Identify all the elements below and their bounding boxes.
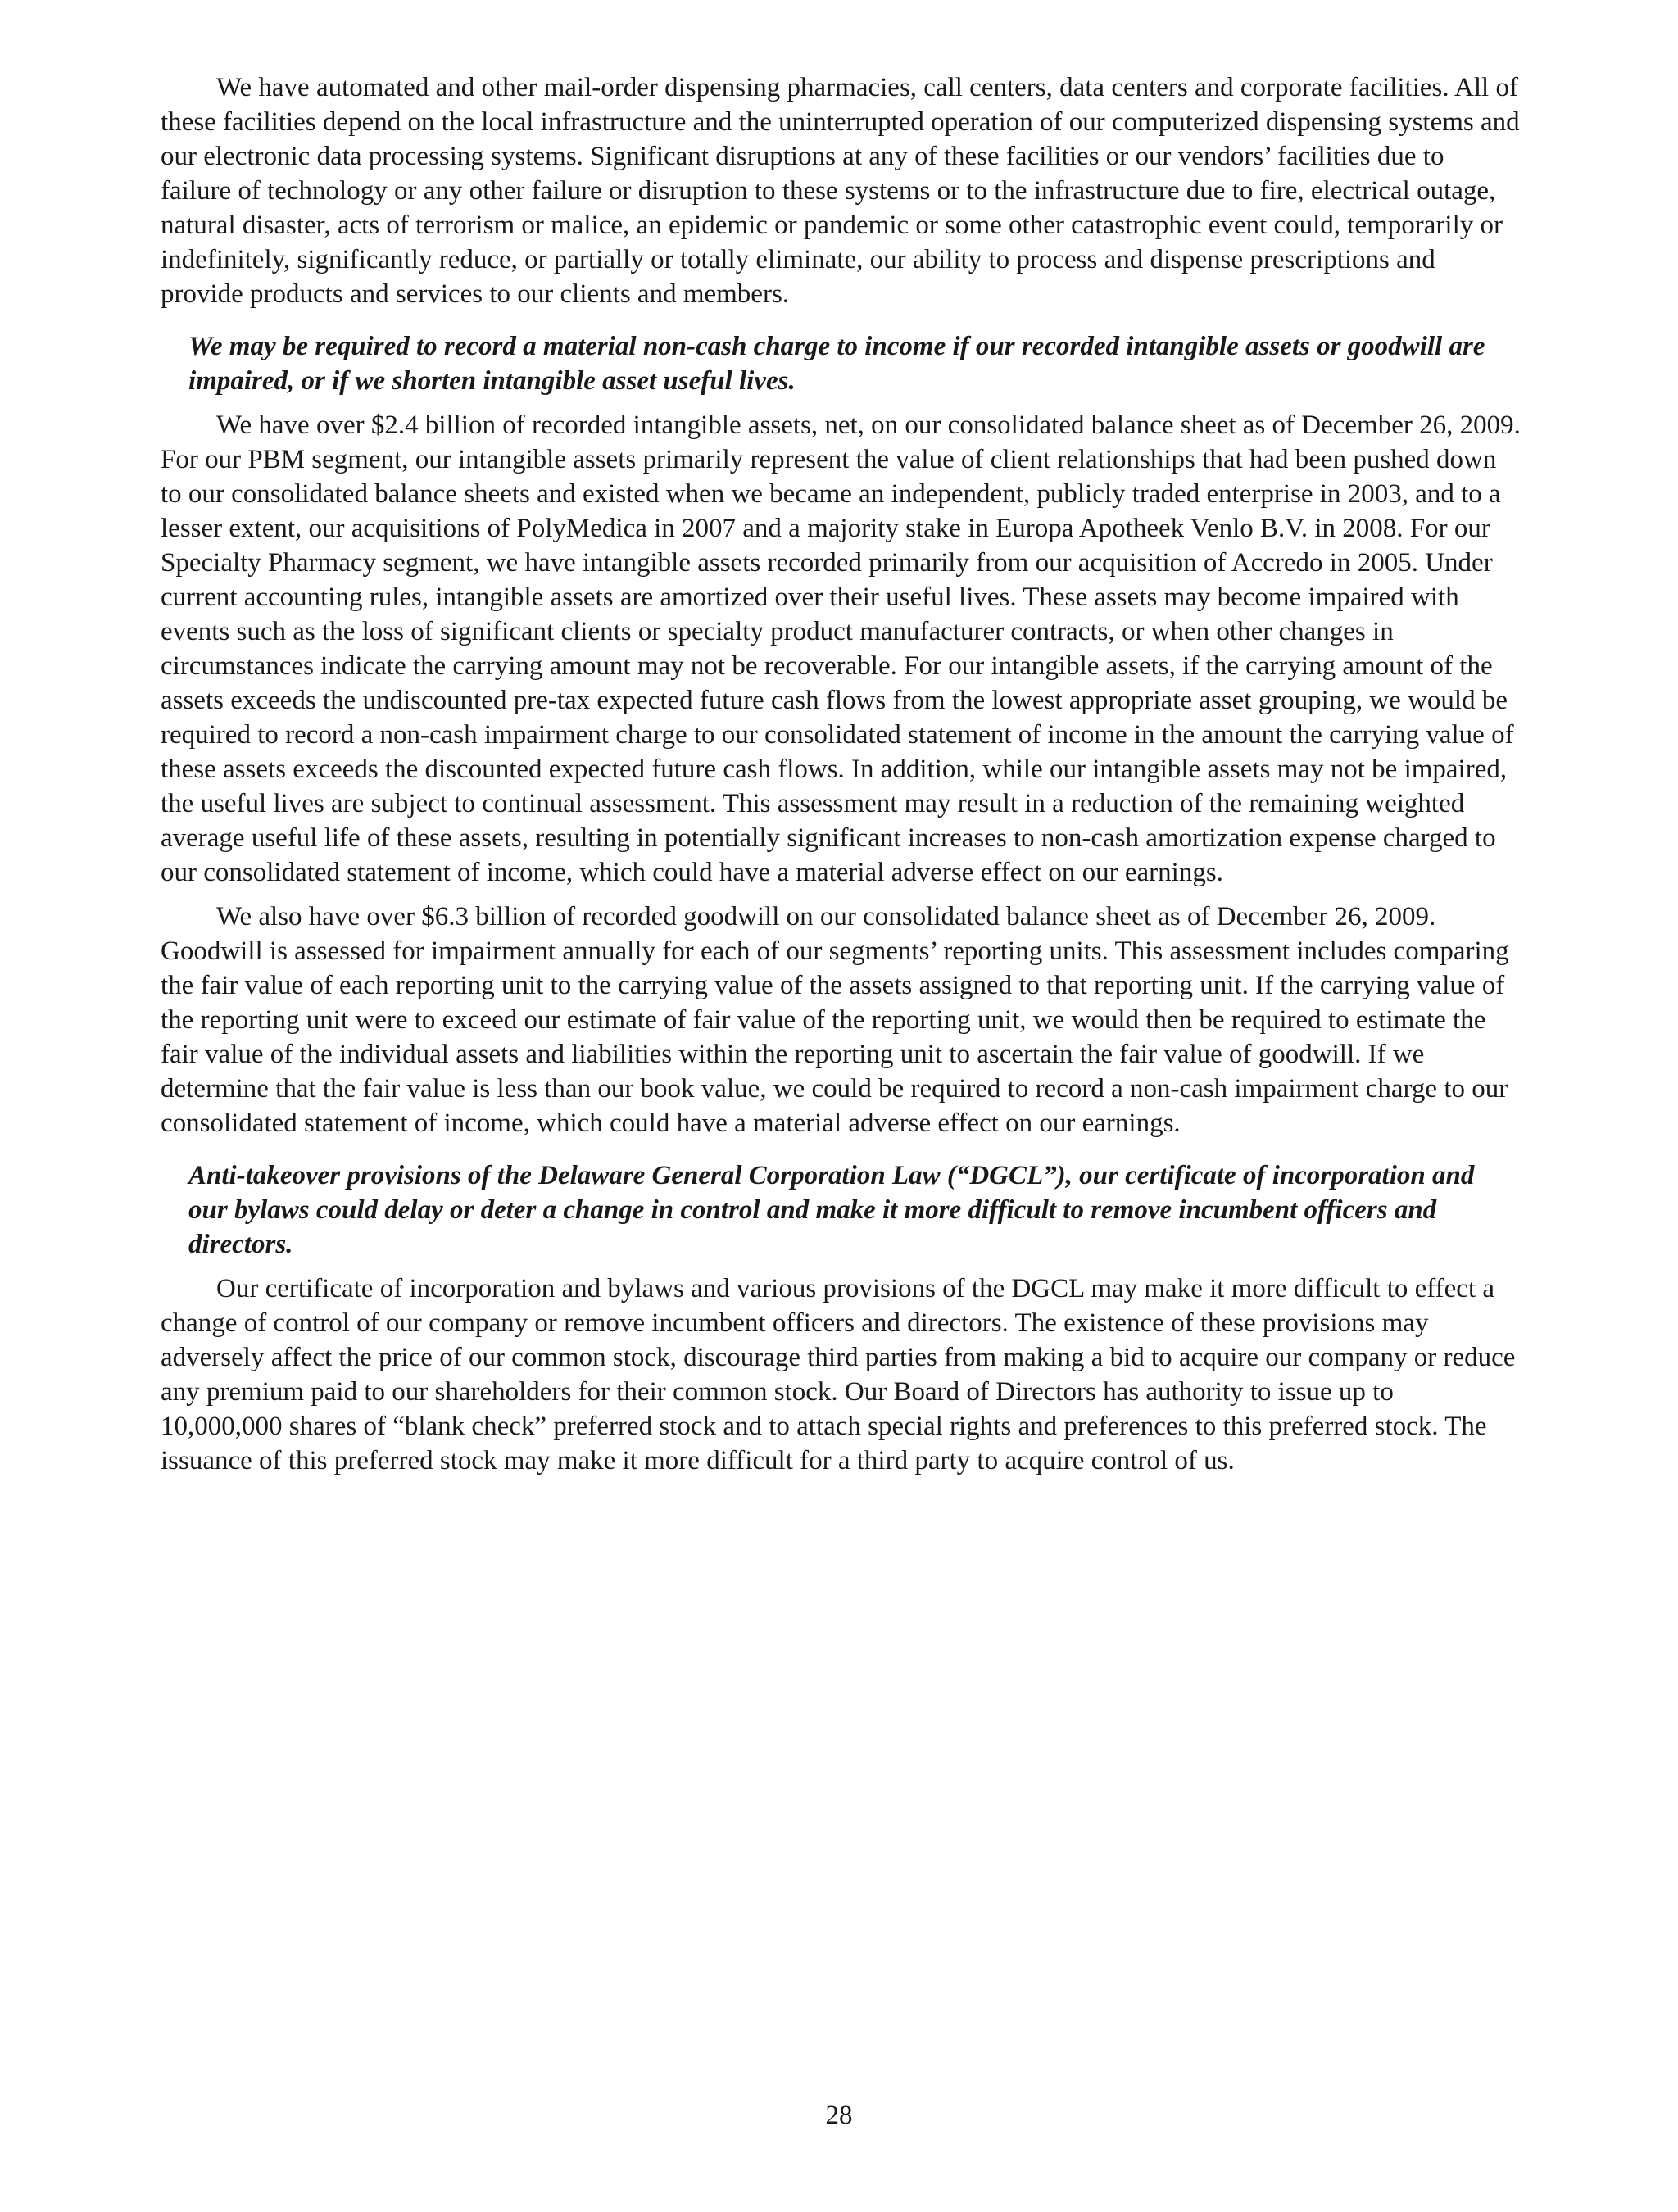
section-heading-anti-takeover: Anti-takeover provisions of the Delaware General Corporation Law (“DGCL”), our certificate of incorporation and our bylaws could delay or deter a change in control and make it more difficult to remove incumbent officers and directors.: [188, 1161, 1475, 1259]
paragraph-anti-takeover: Our certificate of incorporation and bylaws and various provisions of the DGCL may make it more difficult to effect a change of control of our company or remove incumbent officers and directors. The existence of these provisions may adversely affect the price of our common stock, discourage third parties from making a bid to acquire our company or reduce any premium paid to our shareholders for their common stock. Our Board of Directors has authority to issue up to 10,000,000 shares of “blank check” preferred stock and to attach special rights and preferences to this preferred stock. The issuance of this preferred stock may make it more difficult for a third party to acquire control of us.: [161, 1274, 1516, 1475]
page-number: 28: [825, 2101, 853, 2130]
section-heading-intangible-assets: We may be required to record a material non-cash charge to income if our recorded intangible assets or goodwill are impaired, or if we shorten intangible asset useful lives.: [188, 332, 1485, 396]
document-page: [161, 70, 1521, 1478]
paragraph-intangible-assets: We have over $2.4 billion of recorded intangible assets, net, on our consolidated balance sheet as of December 26, 2009. For our PBM segment, our intangible assets primarily represent the value of client relationships that had been pushed down to our consolidated balance sheets and existed when we became an independent, publicly traded enterprise in 2003, and to a lesser extent, our acquisitions of PolyMedica in 2007 and a majority stake in Europa Apotheek Venlo B.V. in 2008. For our Specialty Pharmacy segment, we have intangible assets recorded primarily from our acquisition of Accredo in 2005. Under current accounting rules, intangible assets are amortized over their useful lives. These assets may become impaired with events such as the loss of significant clients or specialty product manufacturer contracts, or when other changes in circumstances indicate the carrying amount may not be recoverable. For our intangible assets, if the carrying amount of the assets exceeds the undiscounted pre-tax expected future cash flows from the lowest appropriate asset grouping, we would be required to record a non-cash impairment charge to our consolidated statement of income in the amount the carrying value of these assets exceeds the discounted expected future cash flows. In addition, while our intangible assets may not be impaired, the useful lives are subject to continual assessment. This assessment may result in a reduction of the remaining weighted average useful life of these assets, resulting in potentially significant increases to non-cash amortization expense charged to our consolidated statement of income, which could have a material adverse effect on our earnings.: [161, 410, 1521, 887]
paragraph-facilities-disruption: We have automated and other mail-order dispensing pharmacies, call centers, data centers and corporate facilities. All of these facilities depend on the local infrastructure and the uninterrupted operation of our computerized dispensing systems and our electronic data processing systems. Significant disruptions at any of these facilities or our vendors’ facilities due to failure of technology or any other failure or disruption to these systems or to the infrastructure due to fire, electrical outage, natural disaster, acts of terrorism or malice, an epidemic or pandemic or some other catastrophic event could, temporarily or indefinitely, significantly reduce, or partially or totally eliminate, our ability to process and dispense prescriptions and provide products and services to our clients and members.: [161, 73, 1520, 309]
paragraph-goodwill: We also have over $6.3 billion of recorded goodwill on our consolidated balance sheet as of December 26, 2009. Goodwill is assessed for impairment annually for each of our segments’ reporting units. This assessment includes comparing the fair value of each reporting unit to the carrying value of the assets assigned to that reporting unit. If the carrying value of the reporting unit were to exceed our estimate of fair value of the reporting unit, we would then be required to estimate the fair value of the individual assets and liabilities within the reporting unit to ascertain the fair value of goodwill. If we determine that the fair value is less than our book value, we could be required to record a non-cash impairment charge to our consolidated statement of income, which could have a material adverse effect on our earnings.: [161, 902, 1509, 1138]
